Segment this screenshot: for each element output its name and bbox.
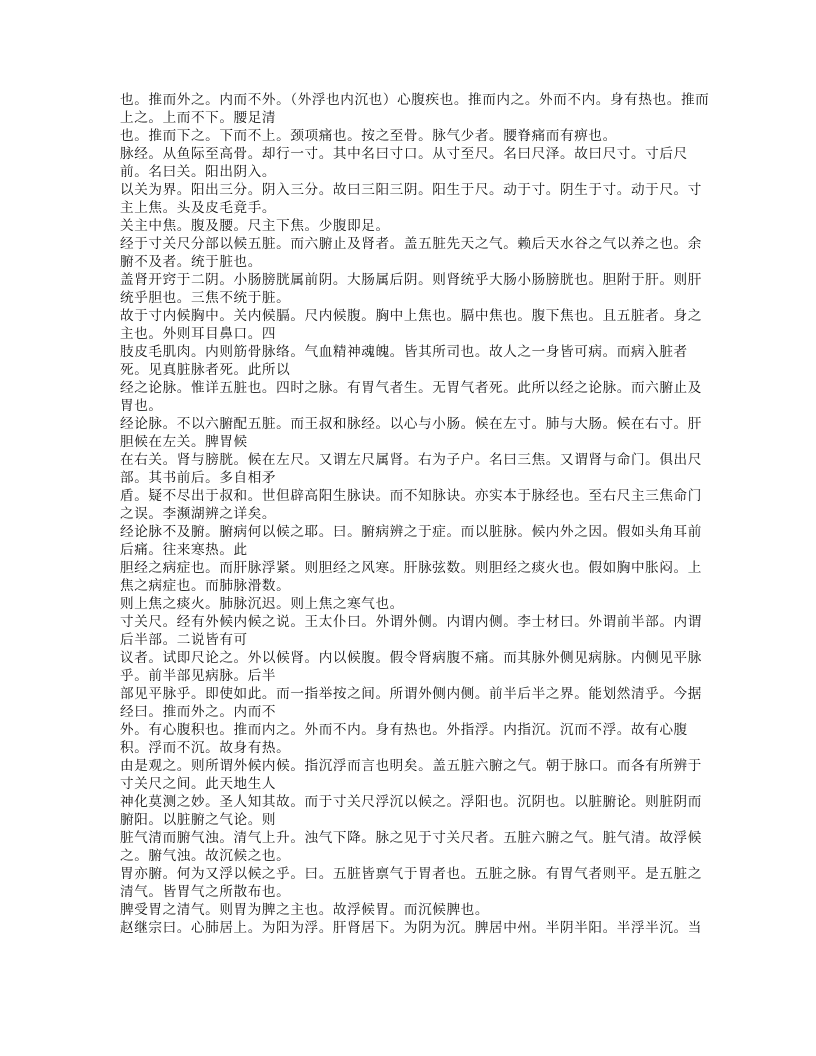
- paragraph: 盖肾开窍于二阴。小肠膀胱属前阴。大肠属后阴。则肾统乎大肠小肠膀胱也。胆附于肝。则肝统乎胆也。三焦不统于脏。: [120, 272, 702, 306]
- paragraph: 经之论脉。惟详五脏也。四时之脉。有胃气者生。无胃气者死。此所以经之论脉。而六腑止及胃也。: [120, 380, 702, 414]
- paragraph: 议者。试即尺论之。外以候肾。内以候腹。假令肾病腹不痛。而其脉外侧见病脉。内侧见平脉乎。前半部见病脉。后半: [120, 650, 702, 684]
- paragraph: 经论脉不及腑。腑病何以候之耶。曰。腑病辨之于症。而以脏脉。候内外之因。假如头角耳前后痛。往来寒热。此: [120, 524, 702, 558]
- paragraph: 关主中焦。腹及腰。尺主下焦。少腹即足。: [120, 218, 390, 234]
- paragraph: 故于寸内候胸中。关内候膈。尺内候腹。胸中上焦也。膈中焦也。腹下焦也。且五脏者。身之主也。外则耳目鼻口。四: [120, 308, 702, 342]
- document-body: [120, 91, 710, 937]
- paragraph: 在右关。肾与膀胱。候在左尺。又谓左尺属肾。右为子户。名曰三焦。又谓肾与命门。俱出尺部。其书前后。多自相矛: [120, 452, 702, 486]
- paragraph: 赵继宗曰。心肺居上。为阳为浮。肝肾居下。为阴为沉。脾居中州。半阴半阳。半浮半沉。当: [120, 920, 702, 936]
- paragraph: 则上焦之痰火。肺脉沉迟。则上焦之寒气也。: [120, 596, 404, 612]
- paragraph: 胆经之病症也。而肝脉浮紧。则胆经之风寒。肝脉弦数。则胆经之痰火也。假如胸中胀闷。上焦之病症也。而肺脉滑数。: [120, 560, 702, 594]
- paragraph: 脏气清而腑气浊。清气上升。浊气下降。脉之见于寸关尺者。五脏六腑之气。脏气清。故浮候之。腑气浊。故沉候之也。: [120, 830, 702, 864]
- paragraph: 神化莫测之妙。圣人知其故。而于寸关尺浮沉以候之。浮阳也。沉阴也。以脏腑论。则脏阴而腑阳。以脏腑之气论。则: [120, 794, 702, 828]
- paragraph: 脉经。从鱼际至高骨。却行一寸。其中名曰寸口。从寸至尺。名曰尺泽。故曰尺寸。寸后尺前。名曰关。阳出阴入。: [120, 146, 688, 180]
- paragraph: 胃亦腑。何为又浮以候之乎。曰。五脏皆禀气于胃者也。五脏之脉。有胃气者则平。是五脏之清气。皆胃气之所散布也。: [120, 866, 702, 900]
- paragraph: 盾。疑不尽出于叔和。世但辟高阳生脉诀。而不知脉诀。亦实本于脉经也。至右尺主三焦命门之误。李濒湖辨之详矣。: [120, 488, 702, 522]
- paragraph: 外。有心腹积也。推而内之。外而不内。身有热也。外指浮。内指沉。沉而不浮。故有心腹积。浮而不沉。故身有热。: [120, 722, 688, 756]
- paragraph: 肢皮毛肌肉。内则筋骨脉络。气血精神魂魄。皆其所司也。故人之一身皆可病。而病入脏者死。见真脏脉者死。此所以: [120, 344, 688, 378]
- paragraph: 经于寸关尺分部以候五脏。而六腑止及肾者。盖五脏先天之气。赖后天水谷之气以养之也。余腑不及者。统于脏也。: [120, 236, 702, 270]
- paragraph: 也。推而下之。下而不上。颈项痛也。按之至骨。脉气少者。腰脊痛而有痹也。: [120, 128, 617, 144]
- paragraph: 由是观之。则所谓外候内候。指沉浮而言也明矣。盖五脏六腑之气。朝于脉口。而各有所辨于寸关尺之间。此天地生人: [120, 758, 702, 792]
- paragraph: 经论脉。不以六腑配五脏。而王叔和脉经。以心与小肠。候在左寸。肺与大肠。候在右寸。肝胆候在左关。脾胃候: [120, 416, 702, 450]
- paragraph: 也。推而外之。内而不外。（外浮也内沉也）心腹疾也。推而内之。外而不内。身有热也。推而上之。上而不下。腰足清: [120, 92, 710, 126]
- paragraph: 部见平脉乎。即使如此。而一指举按之间。所谓外侧内侧。前半后半之界。能划然清乎。今据经曰。推而外之。内而不: [120, 686, 702, 720]
- paragraph: 寸关尺。经有外候内候之说。王太仆曰。外谓外侧。内谓内侧。李士材曰。外谓前半部。内谓后半部。二说皆有可: [120, 614, 702, 648]
- paragraph: 以关为界。阳出三分。阴入三分。故曰三阳三阴。阳生于尺。动于寸。阴生于寸。动于尺。寸主上焦。头及皮毛竟手。: [120, 182, 702, 216]
- paragraph: 脾受胃之清气。则胃为脾之主也。故浮候胃。而沉候脾也。: [120, 902, 490, 918]
